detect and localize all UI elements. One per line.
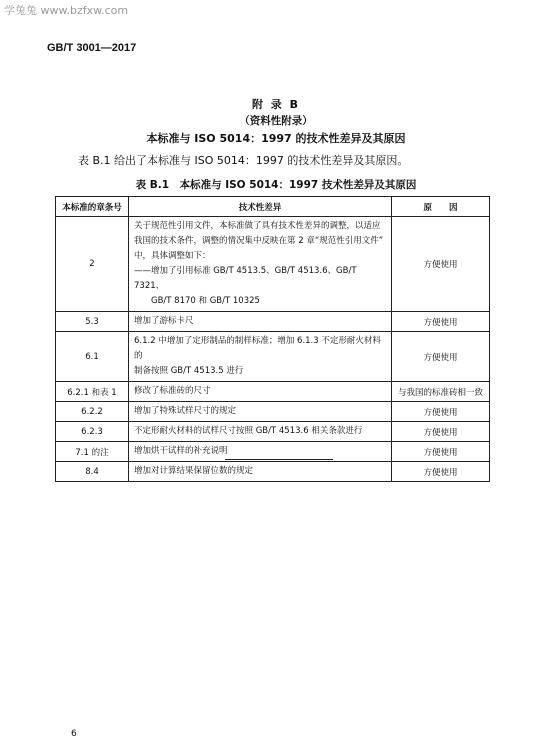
header-clause: 本标准的章条号 bbox=[56, 197, 129, 217]
appendix-title: 附 录 B bbox=[251, 98, 301, 111]
difference-line: 关于规范性引用文件，本标准做了具有技术性差异的调整，以适应 bbox=[134, 221, 381, 231]
clause-cell: 2 bbox=[56, 217, 129, 312]
difference-cell bbox=[129, 422, 392, 442]
difference-cell bbox=[129, 382, 392, 402]
appendix-heading: 本标准与 ISO 5014：1997 的技术性差异及其原因 bbox=[146, 132, 406, 145]
difference-line: 修改了标准砖的尺寸 bbox=[134, 386, 211, 396]
table-row bbox=[56, 462, 490, 482]
header-reason: 原 因 bbox=[392, 197, 490, 217]
table-row bbox=[56, 402, 490, 422]
differences-table bbox=[55, 196, 490, 482]
reason-cell: 方便使用 bbox=[392, 402, 490, 422]
clause-cell: 8.4 bbox=[56, 462, 129, 482]
header-difference: 技术性差异 bbox=[129, 197, 392, 217]
clause-cell: 6.2.1 和表 1 bbox=[56, 382, 129, 402]
reason-cell: 方便使用 bbox=[392, 442, 490, 462]
clause-cell: 7.1 的注 bbox=[56, 442, 129, 462]
difference-line: 不定形耐火材料的试样尺寸按照 GB/T 4513.6 相关条款进行 bbox=[134, 426, 363, 436]
difference-line: 中，具体调整如下： bbox=[134, 251, 211, 261]
table-row bbox=[56, 332, 490, 382]
difference-cell bbox=[129, 217, 392, 312]
difference-line: 我国的技术条件，调整的情况集中反映在第 2 章“规范性引用文件” bbox=[134, 236, 384, 246]
table-row bbox=[56, 312, 490, 332]
appendix-subtitle: （资料性附录） bbox=[239, 115, 313, 127]
clause-cell: 6.2.2 bbox=[56, 402, 129, 422]
difference-line: 增加了游标卡尺 bbox=[134, 316, 194, 326]
clause-cell: 6.2.3 bbox=[56, 422, 129, 442]
reason-cell: 方便使用 bbox=[392, 462, 490, 482]
table-row bbox=[56, 217, 490, 312]
difference-line: GB/T 8170 和 GB/T 10325 bbox=[134, 296, 260, 306]
table-caption: 表 B.1 本标准与 ISO 5014：1997 技术性差异及其原因 bbox=[135, 179, 417, 191]
difference-cell bbox=[129, 462, 392, 482]
page-number: 6 bbox=[71, 729, 77, 739]
table-row bbox=[56, 382, 490, 402]
standard-number: GB/T 3001—2017 bbox=[47, 42, 137, 54]
difference-line: ——增加了引用标准 GB/T 4513.5、GB/T 4513.6、GB/T 7321、 bbox=[134, 266, 357, 291]
table-header-row bbox=[56, 197, 490, 217]
reason-cell: 方便使用 bbox=[392, 422, 490, 442]
difference-line: 增加烘干试样的补充说明 bbox=[134, 446, 228, 456]
reason-cell: 方便使用 bbox=[392, 332, 490, 382]
difference-cell bbox=[129, 312, 392, 332]
clause-cell: 5.3 bbox=[56, 312, 129, 332]
difference-line: 增加了特殊试样尺寸的规定 bbox=[134, 406, 237, 416]
end-rule bbox=[225, 459, 333, 460]
table-row bbox=[56, 422, 490, 442]
difference-line: 增加对计算结果保留位数的规定 bbox=[134, 466, 254, 476]
clause-cell: 6.1 bbox=[56, 332, 129, 382]
reason-cell: 方便使用 bbox=[392, 217, 490, 312]
reason-cell: 方便使用 bbox=[392, 312, 490, 332]
difference-line: 6.1.2 中增加了定形制品的制样标准；增加 6.1.3 不定形耐火材料的 bbox=[134, 336, 381, 361]
difference-cell bbox=[129, 332, 392, 382]
reason-cell: 与我国的标准砖相一致 bbox=[392, 382, 490, 402]
difference-line: 制备按照 GB/T 4513.5 进行 bbox=[134, 366, 244, 376]
intro-paragraph: 表 B.1 给出了本标准与 ISO 5014：1997 的技术性差异及其原因。 bbox=[78, 154, 409, 167]
difference-cell bbox=[129, 402, 392, 422]
watermark-text: 学兔兔 www.bzfxw.com bbox=[4, 4, 129, 17]
